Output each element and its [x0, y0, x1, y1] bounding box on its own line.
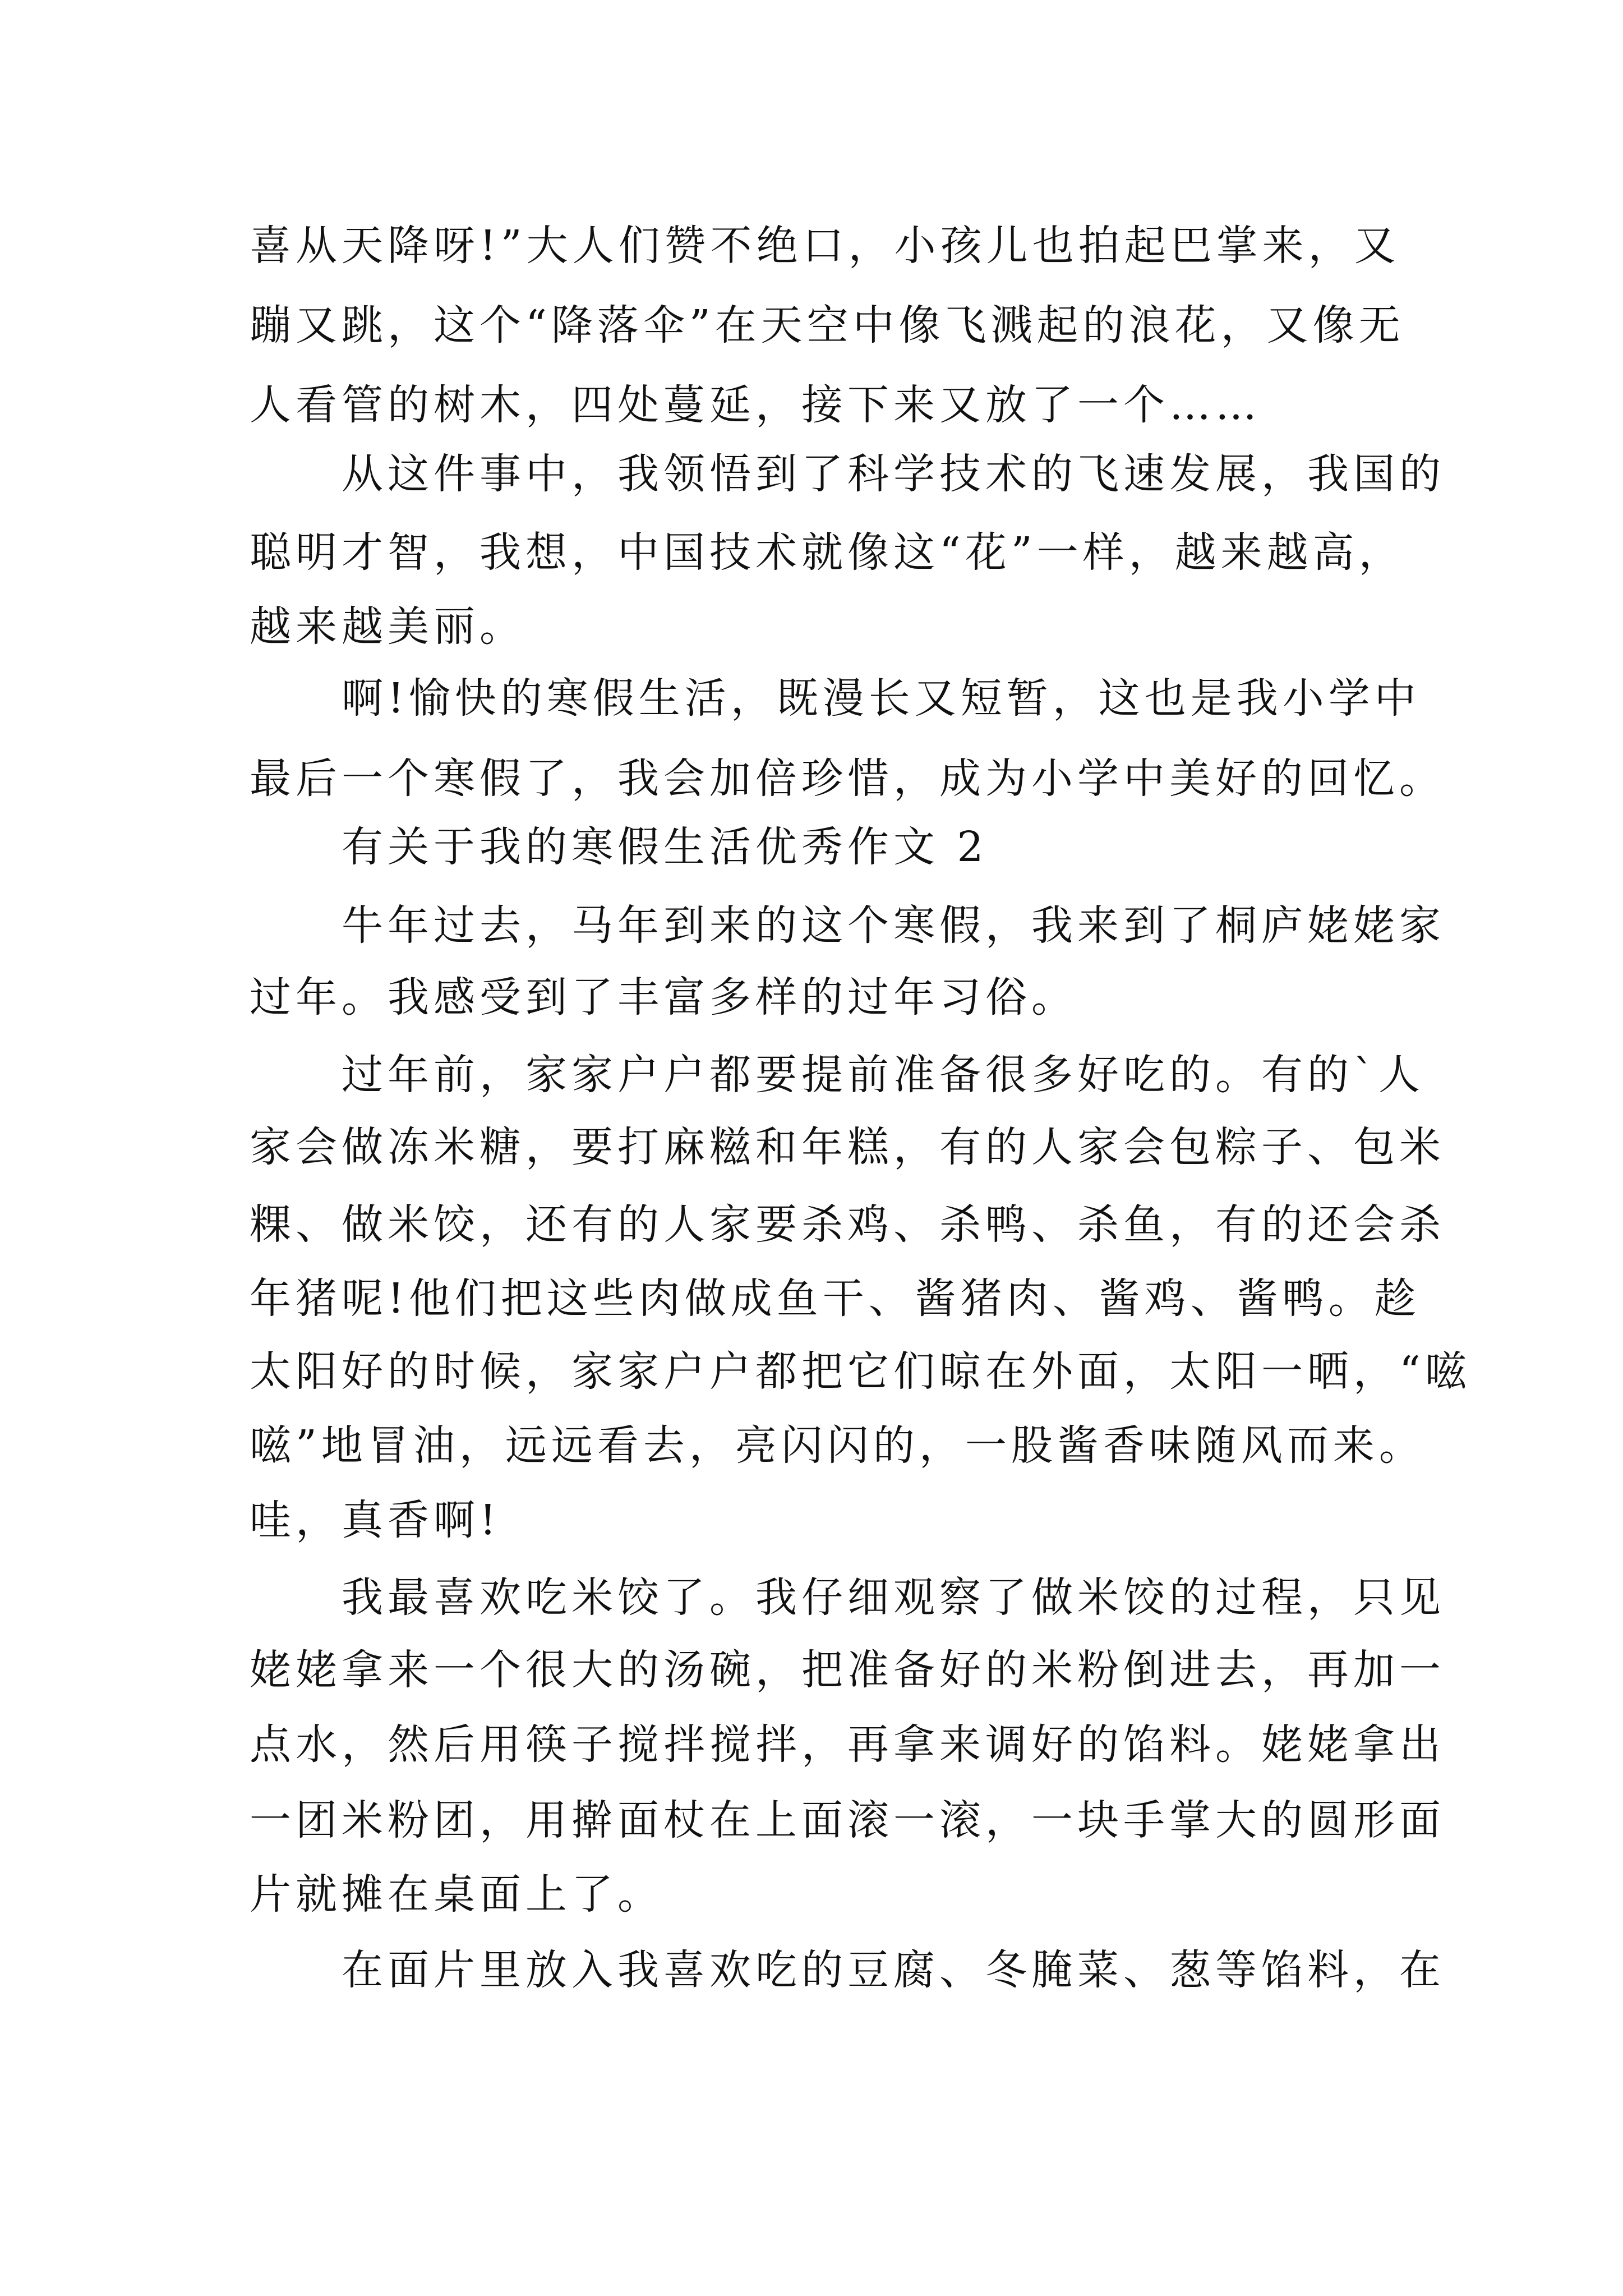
- text-line: 从这件事中，我领悟到了科学技术的飞速发展，我国的: [250, 450, 1445, 498]
- text-line: 人看管的树木，四处蔓延，接下来又放了一个……: [250, 381, 1261, 429]
- text-line: 越来越美丽。: [250, 602, 525, 651]
- text-line: 嗞”地冒油，远远看去，亮闪闪的，一股酱香味随风而来。: [250, 1421, 1425, 1470]
- text-line: 年猪呢!他们把这些肉做成鱼干、酱猪肉、酱鸡、酱鸭。趁: [250, 1274, 1421, 1323]
- text-line: 过年前，家家户户都要提前准备很多好吃的。有的`人: [250, 1051, 1424, 1099]
- text-line: 一团米粉团，用擀面杖在上面滚一滚，一块手掌大的圆形面: [250, 1796, 1445, 1844]
- text-line: 啊!愉快的寒假生活，既漫长又短暂，这也是我小学中: [250, 674, 1421, 723]
- text-line: 点水，然后用筷子搅拌搅拌，再拿来调好的馅料。姥姥拿出: [250, 1720, 1445, 1769]
- text-line: 喜从天降呀!”大人们赞不绝口，小孩儿也拍起巴掌来，又: [250, 222, 1400, 270]
- text-line: 最后一个寒假了，我会加倍珍惜，成为小学中美好的回忆。: [250, 754, 1445, 803]
- text-line: 聪明才智，我想，中国技术就像这“花”一样，越来越高，: [250, 528, 1405, 577]
- text-line: 家会做冻米糖，要打麻糍和年糕，有的人家会包粽子、包米: [250, 1123, 1445, 1171]
- text-line: 我最喜欢吃米饺了。我仔细观察了做米饺的过程，只见: [250, 1573, 1445, 1622]
- text-line: 姥姥拿来一个很大的汤碗，把准备好的米粉倒进去，再加一: [250, 1646, 1445, 1694]
- text-line: 牛年过去，马年到来的这个寒假，我来到了桐庐姥姥家: [250, 901, 1445, 950]
- text-line: 太阳好的时候，家家户户都把它们晾在外面，太阳一晒，“嗞: [250, 1347, 1471, 1396]
- text-line: 粿、做米饺，还有的人家要杀鸡、杀鸭、杀鱼，有的还会杀: [250, 1200, 1445, 1249]
- text-line: 哇，真香啊!: [250, 1496, 501, 1544]
- text-line: 过年。我感受到了丰富多样的过年习俗。: [250, 973, 1077, 1022]
- text-line: 蹦又跳，这个“降落伞”在天空中像飞溅起的浪花，又像无: [250, 301, 1405, 349]
- text-line: 在面片里放入我喜欢吃的豆腐、冬腌菜、葱等馅料，在: [250, 1946, 1445, 1994]
- section-title: 有关于我的寒假生活优秀作文 2: [250, 823, 988, 871]
- text-line: 片就摊在桌面上了。: [250, 1870, 663, 1918]
